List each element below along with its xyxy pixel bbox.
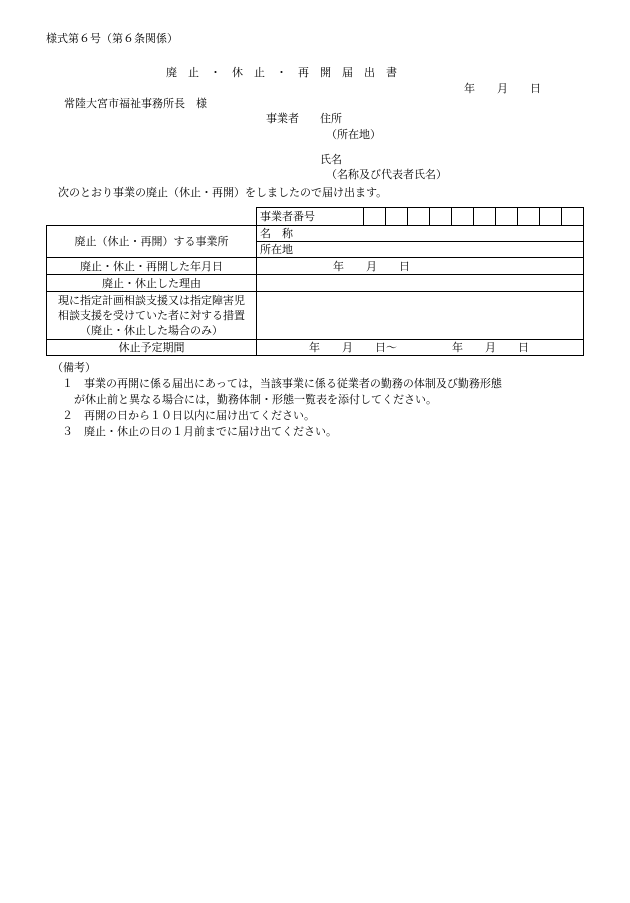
name-label: 氏名 [320,153,342,166]
business-number-box[interactable] [364,208,386,226]
measures-label-line: （廃止・休止した場合のみ） [80,324,223,337]
period-label: 休止予定期間 [47,340,257,356]
establishment-name-row [47,226,584,242]
business-number-box[interactable] [540,208,562,226]
business-number-box[interactable] [452,208,474,226]
period-field[interactable]: 年 月 日〜 年 月 日 [257,340,584,356]
note-1-line-2: が休止前と異なる場合には，勤務体制・形態一覧表を添付してください。 [74,393,437,406]
note-2: ２ 再開の日から１０日以内に届け出てください。 [62,409,315,422]
notification-form-table [46,207,584,356]
date-field[interactable]: 年 月 日 [257,258,584,275]
measures-label-line: 現に指定計画相談支援又は指定障害児 [58,294,245,307]
business-number-box[interactable] [474,208,496,226]
measures-row [47,292,584,340]
submission-date: 年 月 日 [464,82,541,95]
business-number-label: 事業者番号 [257,208,364,226]
notes-heading: （備考） [52,361,96,374]
business-number-row [47,208,584,226]
address-sub-label: （所在地） [326,128,381,141]
business-number-box[interactable] [386,208,408,226]
establishment-name-label: 名 称 [260,227,293,240]
business-number-box[interactable] [430,208,452,226]
name-sub-label: （名称及び代表者氏名） [326,168,447,181]
measures-label-line: 相談支援を受けていた者に対する措置 [58,309,245,322]
business-number-box[interactable] [562,208,584,226]
establishment-location-label: 所在地 [260,243,293,256]
note-3: ３ 廃止・休止の日の１月前までに届け出てください。 [62,425,337,438]
addressee: 常陸大宮市福祉事務所長 様 [64,97,207,110]
applicant-label: 事業者 [266,112,299,125]
address-label: 住所 [320,112,342,125]
note-1-line-1: １ 事業の再開に係る届出にあっては，当該事業に係る従業者の勤務の体制及び勤務形態 [62,377,502,390]
period-row [47,340,584,356]
business-number-box[interactable] [518,208,540,226]
measures-field[interactable] [257,292,584,340]
intro-text: 次のとおり事業の廃止（休止・再開）をしましたので届け出ます。 [58,186,388,199]
business-number-box[interactable] [408,208,430,226]
establishment-label: 廃止（休止・再開）する事業所 [47,226,257,258]
establishment-name-field[interactable] [257,226,584,242]
document-title: 廃 止 ・ 休 止 ・ 再 開 届 出 書 [166,66,397,79]
date-label: 廃止・休止・再開した年月日 [47,258,257,275]
reason-field[interactable] [257,275,584,292]
establishment-location-field[interactable] [257,242,584,258]
form-number: 様式第６号（第６条関係） [46,32,178,45]
business-number-box[interactable] [496,208,518,226]
measures-label [47,292,257,340]
reason-label: 廃止・休止した理由 [47,275,257,292]
reason-row [47,275,584,292]
date-row [47,258,584,275]
blank-cell [47,208,257,226]
